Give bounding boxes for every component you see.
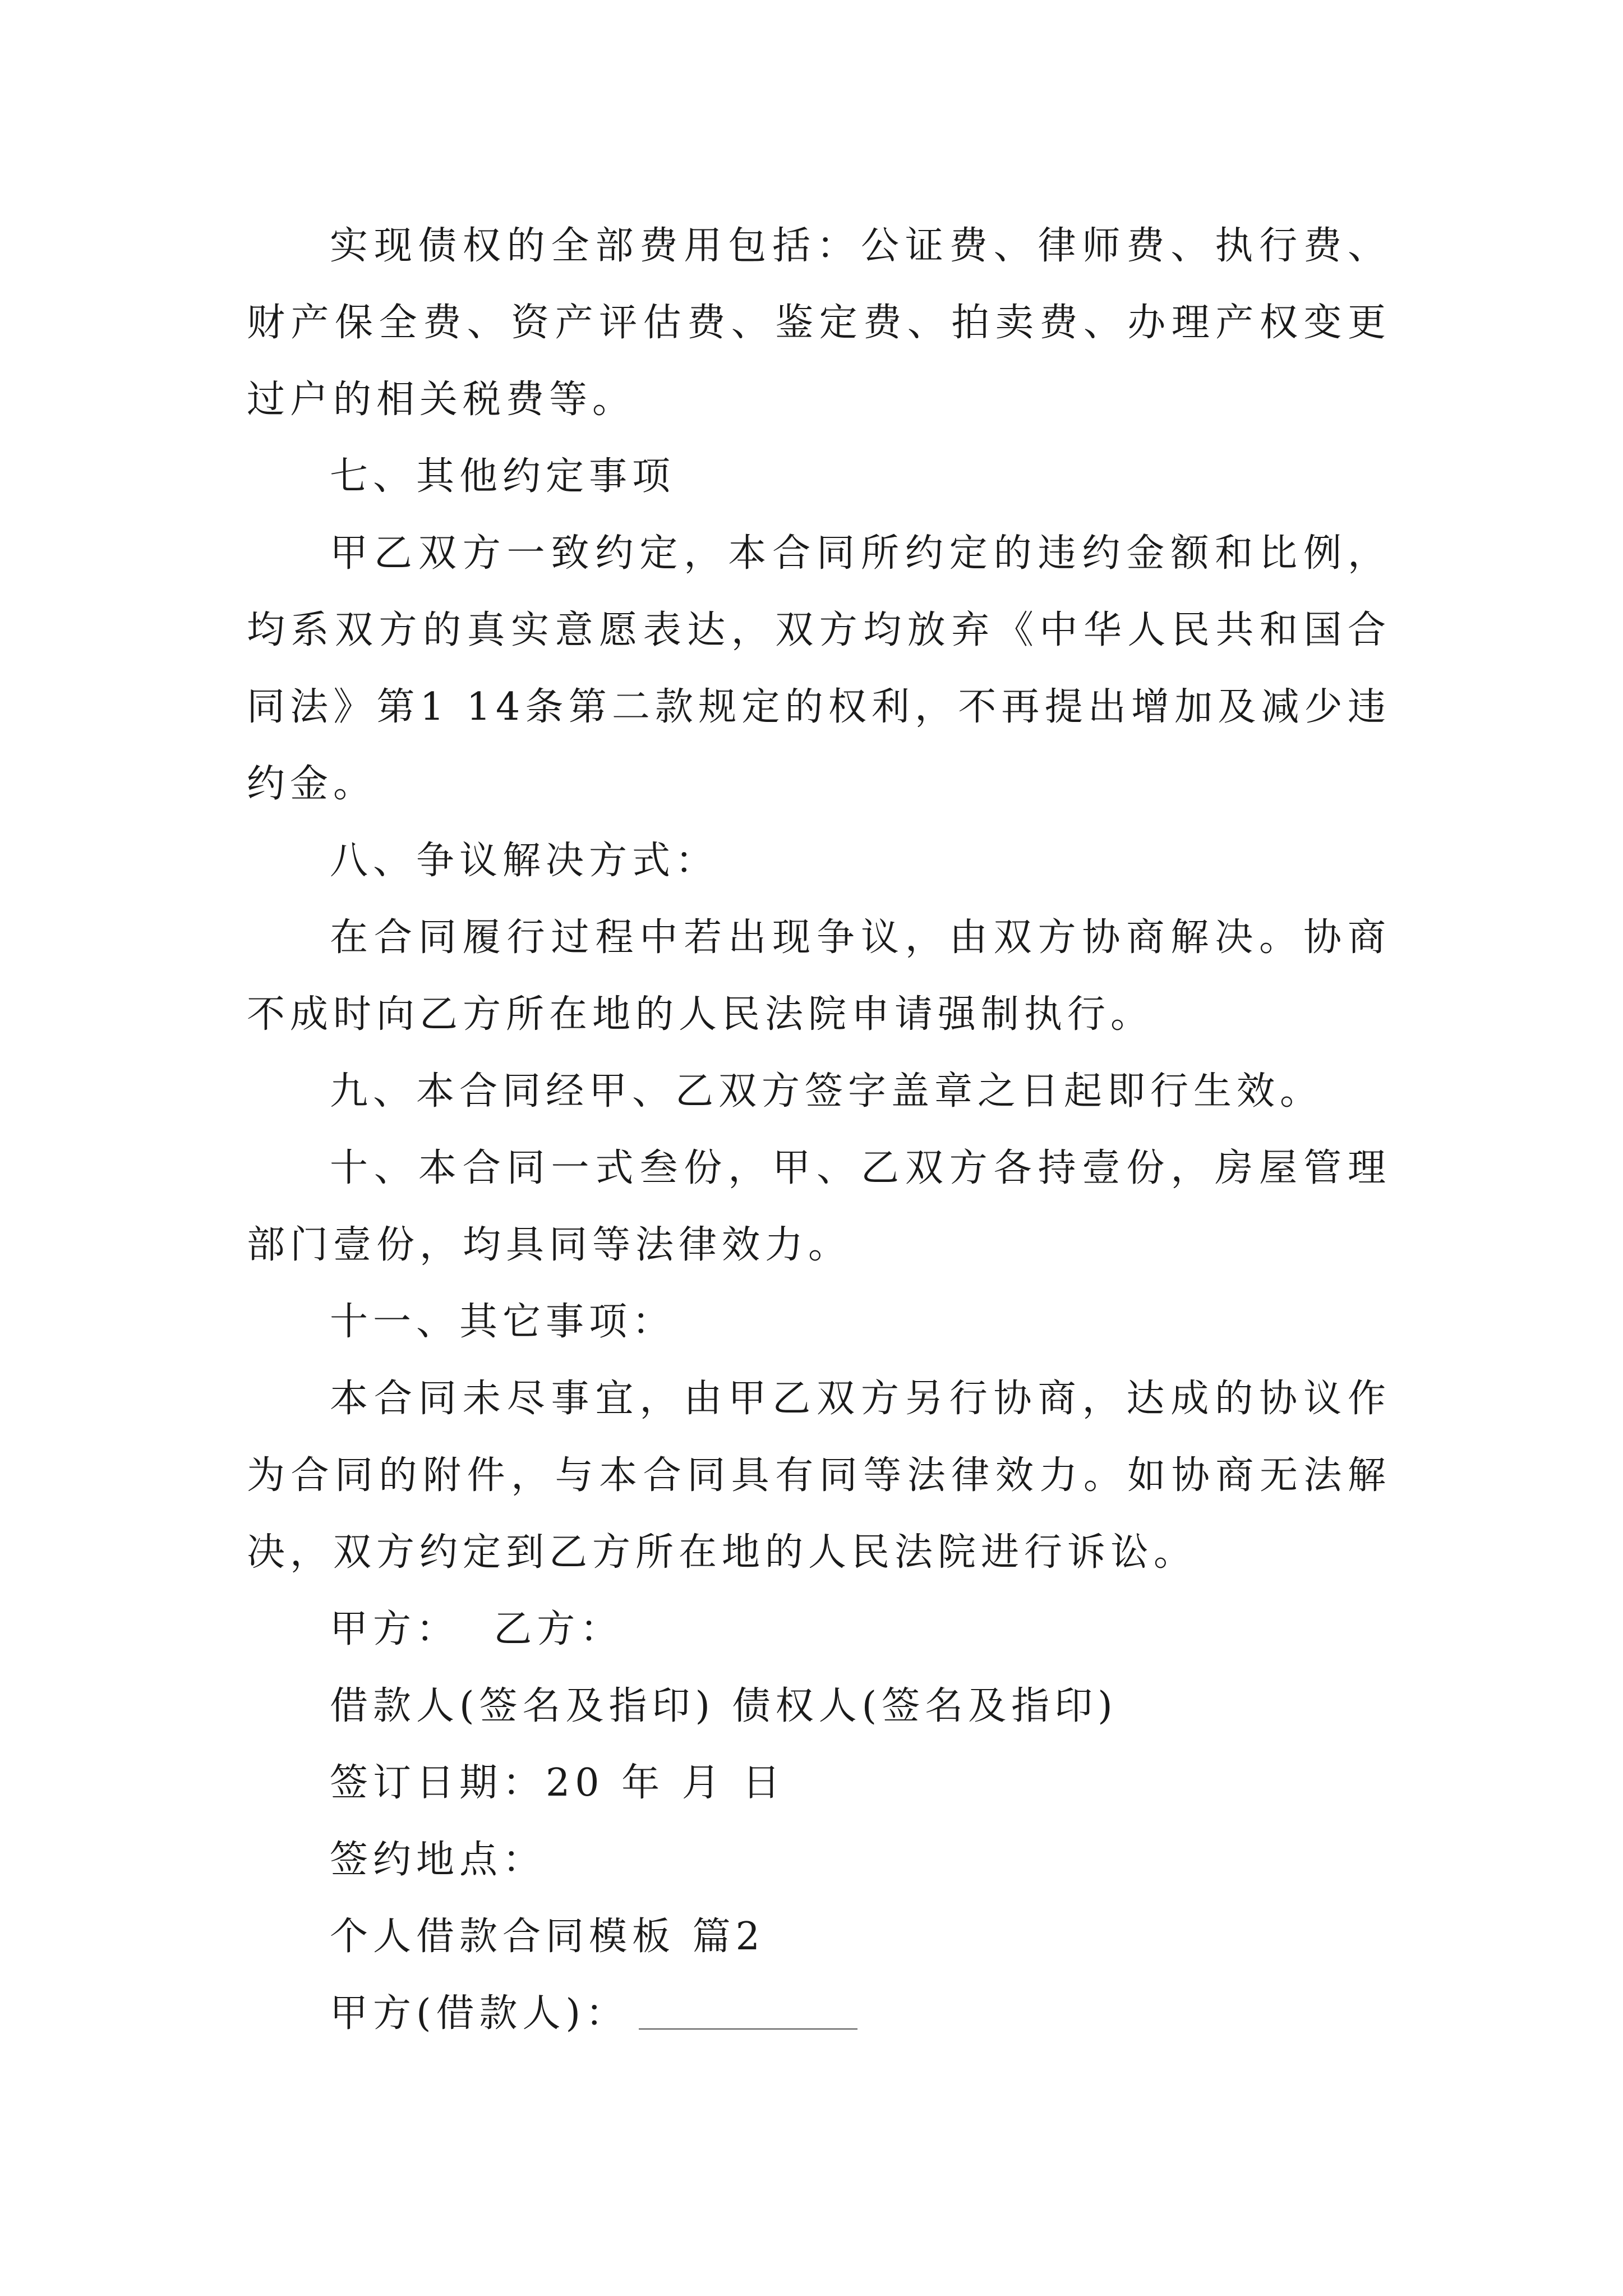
borrower-blank-underline — [639, 2028, 857, 2030]
clause-effective-date: 九、本合同经甲、乙双方签字盖章之日起即行生效。 — [330, 1069, 1324, 1114]
borrower-label: 甲方(借款人)： — [330, 1991, 629, 2036]
signature-parties: 甲方： 乙方： — [330, 1607, 624, 1651]
signature-roles: 借款人(签名及指印) 债权人(签名及指印) — [330, 1684, 1118, 1728]
signing-place: 签约地点： — [330, 1838, 546, 1882]
paragraph-expenses: 实现债权的全部费用包括：公证费、律师费、执行费、财产保全费、资产评估费、鉴定费、拍卖费、办理产权变更过户的相关税费等。 — [247, 224, 1391, 422]
paragraph-penalty-agreement: 甲乙双方一致约定，本合同所约定的违约金额和比例，均系双方的真实意愿表达，双方均放弃《中华人民共和国合同法》第1 14条第二款规定的权利，不再提出增加及减少违约金。 — [247, 531, 1391, 806]
clause-copies: 十、本合同一式叁份，甲、乙双方各持壹份，房屋管理部门壹份，均具同等法律效力。 — [247, 1146, 1391, 1267]
heading-other-items: 十一、其它事项： — [330, 1300, 676, 1344]
paragraph-unresolved-matters: 本合同未尽事宜，由甲乙双方另行协商，达成的协议作为合同的附件，与本合同具有同等法律效力。如协商无法解决，双方约定到乙方所在地的人民法院进行诉讼。 — [247, 1377, 1391, 1575]
borrower-line — [247, 1975, 1391, 2052]
signing-date: 签订日期：20 年 月 日 — [330, 1761, 786, 1805]
paragraph-dispute-resolution: 在合同履行过程中若出现争议，由双方协商解决。协商不成时向乙方所在地的人民法院申请强制执行。 — [247, 915, 1391, 1037]
template-title: 个人借款合同模板 篇2 — [330, 1915, 765, 1959]
heading-dispute-resolution: 八、争议解决方式： — [330, 839, 719, 883]
heading-other-matters: 七、其他约定事项 — [330, 454, 676, 499]
contract-body — [247, 208, 1391, 2052]
